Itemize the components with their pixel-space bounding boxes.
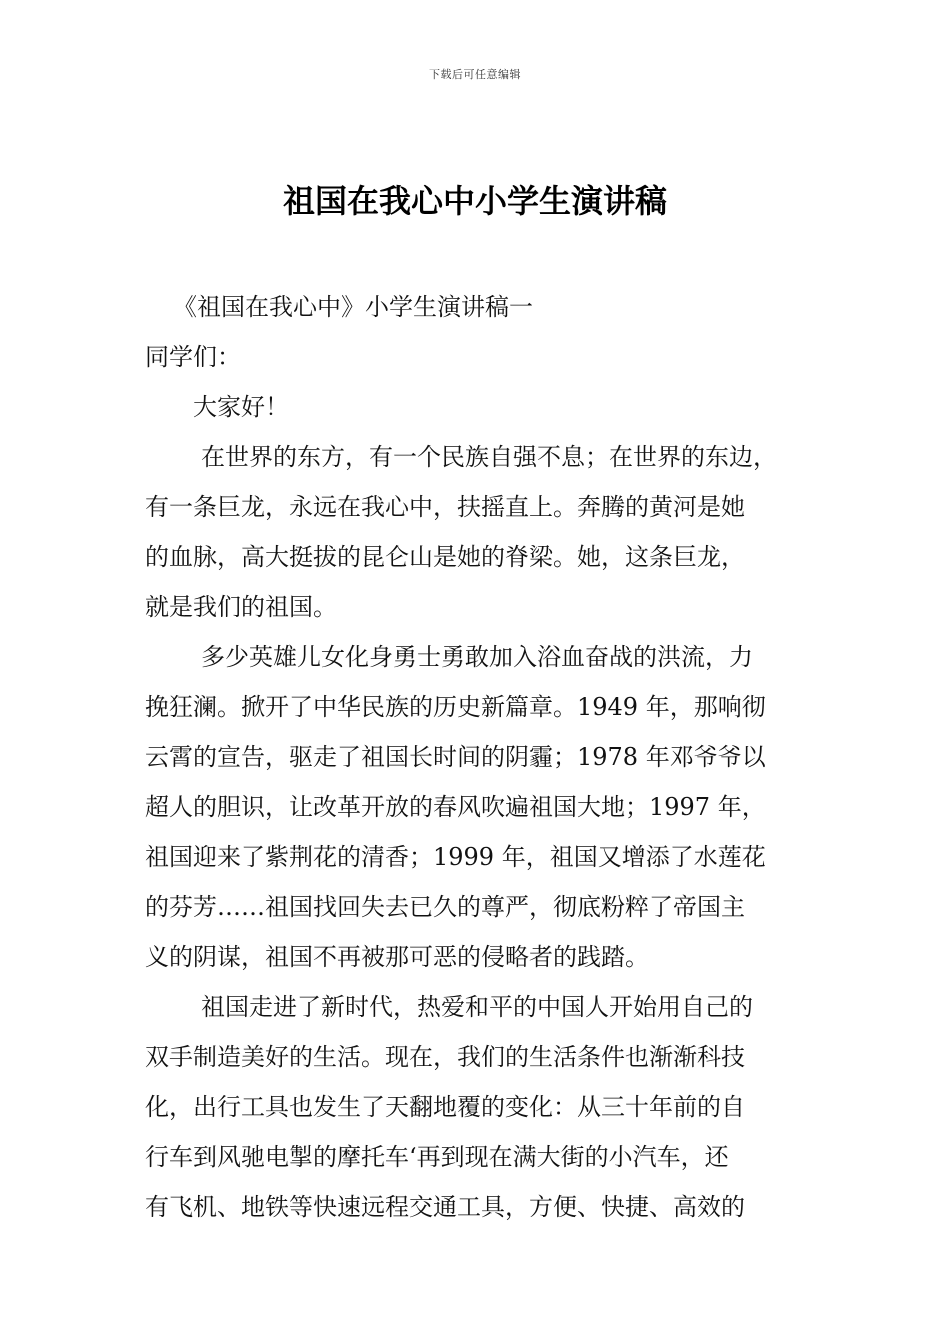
paragraph-line: 就是我们的祖国。 xyxy=(145,593,337,621)
paragraph-line: 的芬芳……祖国找回失去已久的尊严，彻底粉粹了帝国主 xyxy=(145,893,745,921)
paragraph-1 xyxy=(145,432,810,632)
paragraph-line: 有一条巨龙，永远在我心中，扶摇直上。奔腾的黄河是她 xyxy=(145,493,745,521)
paragraph-line: 多少英雄儿女化身勇士勇敢加入浴血奋战的洪流，力 xyxy=(201,643,753,671)
paragraph-2 xyxy=(145,632,810,982)
paragraph-line: 有飞机、地铁等快速远程交通工具，方便、快捷、高效的 xyxy=(145,1193,745,1221)
speech-subtitle: 《祖国在我心中》小学生演讲稿一 xyxy=(173,293,533,321)
paragraph-line: 祖国迎来了紫荆花的清香；1999 年，祖国又增添了水莲花 xyxy=(145,843,766,871)
header-note: 下载后可任意编辑 xyxy=(429,68,521,81)
salutation: 同学们： xyxy=(145,343,241,371)
paragraph-line: 的血脉，高大挺拔的昆仑山是她的脊梁。她，这条巨龙， xyxy=(145,543,745,571)
paragraph-line: 超人的胆识，让改革开放的春风吹遍祖国大地；1997 年， xyxy=(145,793,766,821)
paragraph-line: 祖国走进了新时代，热爱和平的中国人开始用自己的 xyxy=(201,993,753,1021)
paragraph-3 xyxy=(145,982,810,1232)
paragraph-line: 双手制造美好的生活。现在，我们的生活条件也渐渐科技 xyxy=(145,1043,745,1071)
paragraph-line: 云霄的宣告，驱走了祖国长时间的阴霾；1978 年邓爷爷以 xyxy=(145,743,766,771)
paragraph-line: 义的阴谋，祖国不再被那可恶的侵略者的践踏。 xyxy=(145,943,649,971)
greeting: 大家好！ xyxy=(193,393,289,421)
paragraph-line: 在世界的东方，有一个民族自强不息；在世界的东边， xyxy=(201,443,777,471)
paragraph-line: 行车到风驰电掣的摩托车‘再到现在满大街的小汽车，还 xyxy=(145,1143,729,1171)
document-title: 祖国在我心中小学生演讲稿 xyxy=(282,182,667,220)
paragraph-line: 挽狂澜。掀开了中华民族的历史新篇章。1949 年，那响彻 xyxy=(145,693,766,721)
paragraph-line: 化，出行工具也发生了天翻地覆的变化：从三十年前的自 xyxy=(145,1093,745,1121)
document-body xyxy=(145,282,810,1232)
